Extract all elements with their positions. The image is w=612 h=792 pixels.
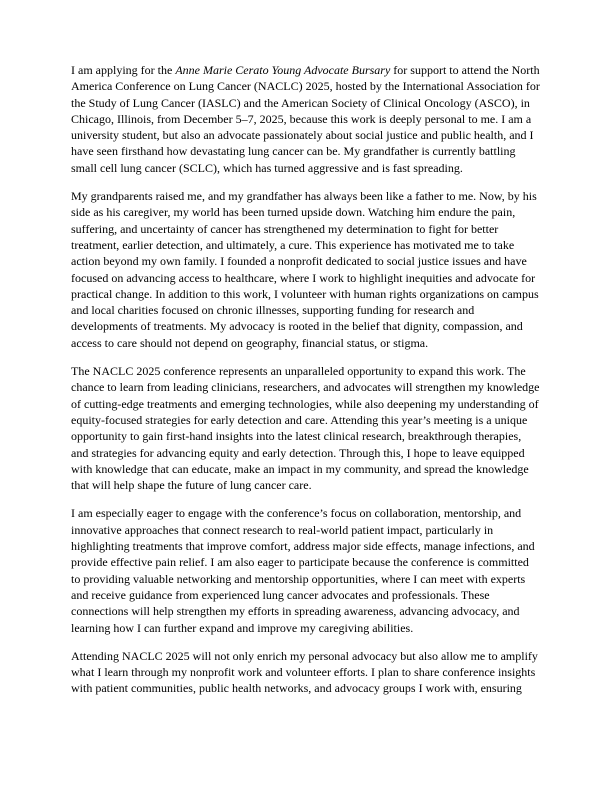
paragraph-engagement-goals: I am especially eager to engage with the conference’s focus on collaboration, mentorship, and innovative approaches that connect research to real-world patient impact, particularly in highlighting treatments that improve comfort, address major side effects, manage infections, and provide effective pain relief. I am also eager to participate because the conference is committed to providing valuable networking and mentorship opportunities, where I can meet with experts and receive guidance from experienced lung cancer advocates and professionals. These connections will help strengthen my efforts in spreading awareness, advancing advocacy, and learning how I can further expand and improve my caregiving abilities. bbox=[71, 506, 535, 635]
paragraph-family-story: My grandparents raised me, and my grandfather has always been like a father to me. Now, by his side as his caregiver, my world has been turned upside down. Watching him endure the pain, suffering, and uncertainty of cancer has strengthened my determination to fight for better treatment, earlier detection, and ultimately, a cure. This experience has motivated me to take action beyond my own family. I founded a nonprofit dedicated to social justice issues and have focused on advancing access to healthcare, where I work to highlight inequities and advocate for practical change. In addition to this work, I volunteer with human rights organizations on campus and local charities focused on chronic illnesses, supporting funding for research and developments of treatments. My advocacy is rooted in the belief that dignity, compassion, and access to care should not depend on geography, financial status, or stigma. bbox=[71, 189, 539, 350]
paragraph-amplify-impact: Attending NACLC 2025 will not only enrich my personal advocacy but also allow me to amplify what I learn through my nonprofit work and volunteer efforts. I plan to share conference insights with patient communities, public health networks, and advocacy groups I work with, ensuring bbox=[71, 648, 538, 696]
paragraph-text: I am applying for the bbox=[71, 63, 176, 77]
paragraph-text: for support to attend the North America Conference on Lung Cancer (NACLC) 2025, hosted by the International Association for the Study of Lung Cancer (IASLC) and the American Society of Clinical Oncology (ASCO), in Chicago, Illinois, from December 5–7, 2025, because this work is deeply personal to me. I am a university student, but also an advocate passionately about social justice and public health, and I have seen firsthand how devastating lung cancer can be. My grandfather is currently battling small cell lung cancer (SCLC), which has turned aggressive and is fast spreading. bbox=[71, 63, 540, 175]
bursary-name-italic: Anne Marie Cerato Young Advocate Bursary bbox=[175, 63, 391, 77]
paragraph-intro bbox=[71, 62, 541, 176]
essay-body bbox=[71, 62, 541, 697]
paragraph-conference-opportunity: The NACLC 2025 conference represents an unparalleled opportunity to expand this work. The chance to learn from leading clinicians, researchers, and advocates will strengthen my knowledge of cutting-edge treatments and emerging technologies, while also deepening my understanding of equity-focused strategies for early detection and care. Attending this year’s meeting is a unique opportunity to gain first-hand insights into the latest clinical research, breakthrough therapies, and strategies for advancing equity and early detection. Through this, I hope to leave equipped with knowledge that can educate, make an impact in my community, and spread the knowledge that will help shape the future of lung cancer care. bbox=[71, 364, 540, 493]
